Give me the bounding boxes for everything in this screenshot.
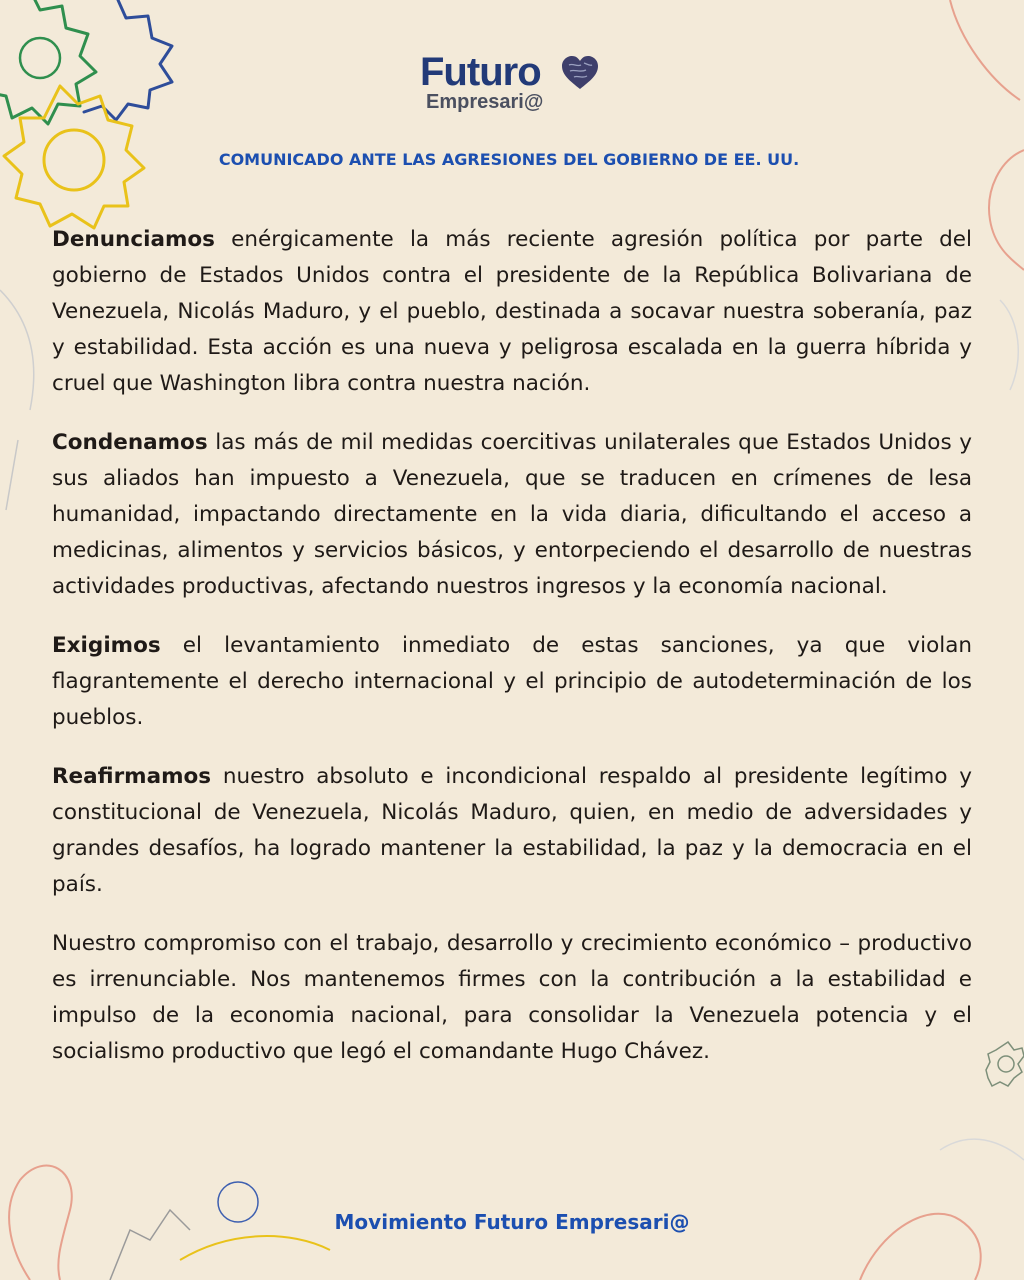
page-title: COMUNICADO ANTE LAS AGRESIONES DEL GOBIERNO DE EE. UU. — [218, 150, 800, 169]
heart-icon — [560, 55, 600, 91]
paragraph-text: las más de mil medidas coercitivas unilaterales que Estados Unidos y sus aliados han impuesto a Venezuela, que se traducen en crímenes de lesa humanidad, impactando directamente en la vida diaria, dificultando el acceso a medicinas, alimentos y servicios básicos, y entorpeciendo el desarrollo de nuestras actividades productivas, afectando nuestros ingresos y la economía nacional. — [52, 430, 972, 599]
decor-line — [940, 1139, 1024, 1160]
gear-icon — [0, 0, 96, 124]
gear-icon — [986, 1042, 1024, 1086]
logo-subtitle: Empresari@ — [426, 91, 544, 113]
paragraph — [52, 222, 972, 402]
decor-line — [180, 1236, 330, 1260]
signature: Movimiento Futuro Empresari@ — [334, 1210, 690, 1234]
paragraph-text: Nuestro compromiso con el trabajo, desarrollo y crecimiento económico – productivo es irrenunciable. Nos mantenemos firmes con la contribución a la estabilidad e impulso de la economia nacional, para consolidar la Venezuela potencia y el socialismo productivo que legó el comandante Hugo Chávez. — [52, 931, 972, 1064]
lightbulb-icon — [9, 1166, 72, 1280]
communique-body — [52, 222, 972, 1093]
paragraph — [52, 926, 972, 1070]
decor-line — [1000, 300, 1018, 390]
paragraph-text: nuestro absoluto e incondicional respaldo al presidente legítimo y constitucional de Venezuela, Nicolás Maduro, quien, en medio de adversidades y grandes desafíos, ha logrado mantener la estabilidad, la paz y la democracia en el país. — [52, 764, 972, 897]
gear-icon — [84, 0, 172, 120]
paragraph-lead: Exigimos — [52, 633, 161, 658]
decor-line — [6, 440, 18, 510]
paragraph-lead: Denunciamos — [52, 227, 215, 252]
paragraph-lead: Condenamos — [52, 430, 208, 455]
paragraph-lead: Reafirmamos — [52, 764, 212, 789]
decor-line — [0, 290, 34, 410]
lightbulb-icon — [860, 1214, 981, 1280]
lightbulb-icon — [989, 150, 1024, 270]
decor-line — [950, 0, 1020, 100]
paragraph — [52, 425, 972, 605]
handshake-icon — [110, 1210, 190, 1280]
gear-icon — [4, 86, 144, 228]
paragraph — [52, 628, 972, 736]
paragraph-text: enérgicamente la más reciente agresión política por parte del gobierno de Estados Unidos contra el presidente de la República Bolivariana de Venezuela, Nicolás Maduro, y el pueblo, destinada a socavar nuestra soberanía, paz y estabilidad. Esta acción es una nueva y peligrosa escalada en la guerra híbrida y cruel que Washington libra contra nuestra nación. — [52, 227, 972, 396]
logo-wordmark: Futuro — [420, 50, 541, 94]
brand-logo — [420, 50, 610, 120]
paragraph-text: el levantamiento inmediato de estas sanciones, ya que violan flagrantemente el derecho internacional y el principio de autodeterminación de los pueblos. — [52, 633, 972, 730]
paragraph — [52, 759, 972, 903]
